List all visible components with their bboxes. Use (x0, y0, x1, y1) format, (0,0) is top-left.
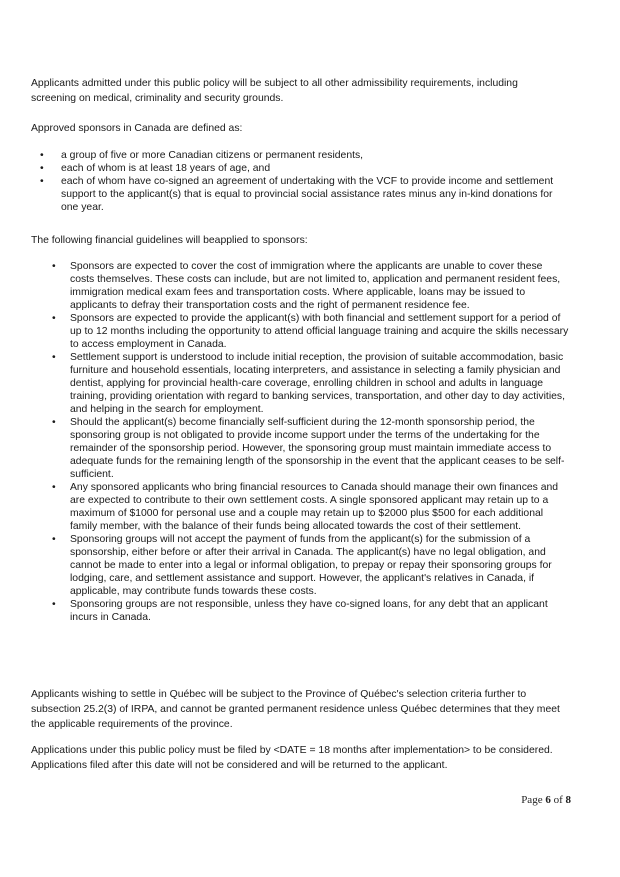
financial-guidelines-list (49, 260, 569, 624)
of-label: of (553, 794, 563, 806)
bullet-icon: • (40, 176, 44, 187)
list-item (49, 312, 569, 351)
list-item-text: Any sponsored applicants who bring financial resources to Canada should manage their own finances and are expected to contribute to their own settlement costs. A single sponsored applicant may retain up to a maximum of $1000 for personal use and a couple may retain up to $2000 plus $500 for each additional family member, with the balance of their funds being allocated towards the cost of their settlement. (70, 482, 559, 532)
list-item-text: each of whom have co-signed an agreement of undertaking with the VCF to provide income and settlement support to the applicant(s) that is equal to provincial social assistance rates minus any in-kind donations for one year. (61, 176, 554, 213)
list-item-text: a group of five or more Canadian citizens or permanent residents, (61, 150, 364, 161)
current-page-number: 6 (545, 794, 551, 806)
bullet-icon: • (52, 313, 56, 324)
list-item-text: Sponsoring groups will not accept the payment of funds from the applicant(s) for the submission of a sponsorship, either before or after their arrival in Canada. The applicant(s) have no legal obligation, and cannot be made to enter into a legal or informal obligation, to prepay or repay their sponsoring groups for lodging, care, and settlement assistance and support. However, the applicant's relatives in Canada, if applicable, may contribute funds towards these costs. (70, 534, 552, 597)
list-item-text: Settlement support is understood to include initial reception, the provision of suitable accommodation, basic furniture and household essentials, locating interpreters, and assistance in selecting a family physician and dentist, applying for provincial health-care coverage, enrolling children in school and adults in language training, providing orientation with regard to banking services, transportation, and other day to day activities, and helping in the search for employment. (70, 352, 565, 415)
sponsor-definition-intro: Approved sponsors in Canada are defined as: (31, 123, 243, 134)
bullet-icon: • (40, 163, 44, 174)
bullet-icon: • (52, 599, 56, 610)
list-item-text: each of whom is at least 18 years of age, and (61, 163, 271, 174)
financial-guidelines-intro: The following financial guidelines will beapplied to sponsors: (31, 235, 308, 246)
list-item (49, 533, 569, 598)
quebec-paragraph: Applicants wishing to settle in Québec will be subject to the Province of Québec's selection criteria further to subsection 25.2(3) of IRPA, and cannot be granted permanent residence unless Québec determines that they meet the applicable requirements of the province. (31, 689, 560, 730)
list-item (49, 598, 569, 624)
list-item-text: Should the applicant(s) become financially self-sufficient during the 12-month sponsorship period, the sponsoring group is not obligated to provide income support under the terms of the undertaking for the remainder of the sponsorship period. However, the sponsoring group must maintain immediate access to adequate funds for the remaining length of the sponsorship in the event that the applicant ceases to be self-sufficient. (70, 417, 565, 480)
bullet-icon: • (52, 352, 56, 363)
page-number-footer (521, 794, 571, 806)
list-item-text: Sponsors are expected to provide the applicant(s) with both financial and settlement support for a period of up to 12 months including the opportunity to attend official language training and acquire the skills necessary to access employment in Canada. (70, 313, 569, 350)
admissibility-paragraph: Applicants admitted under this public policy will be subject to all other admissibility requirements, including screening on medical, criminality and security grounds. (31, 78, 518, 104)
page-label: Page (521, 794, 543, 806)
list-item-text: Sponsors are expected to cover the cost of immigration where the applicants are unable to cover these costs themselves. These costs can include, but are not limited to, application and permanent resident fees, immigration medical exam fees and transportation costs. Where applicable, loans may be issued to applicants to defray their transportation costs and the right of permanent residence fee. (70, 261, 561, 311)
bullet-icon: • (52, 534, 56, 545)
list-item-text: Sponsoring groups are not responsible, unless they have co-signed loans, for any debt that an applicant incurs in Canada. (70, 599, 548, 623)
list-item (49, 260, 569, 312)
total-page-count: 8 (565, 794, 571, 806)
sponsor-definition-list (31, 149, 561, 214)
list-item (31, 149, 561, 162)
list-item (49, 481, 569, 533)
deadline-paragraph: Applications under this public policy must be filed by <DATE = 18 months after implementation> to be considered. Applications filed after this date will not be considered and will be returned to the applicant. (31, 745, 553, 771)
bullet-icon: • (40, 150, 44, 161)
list-item (31, 175, 561, 214)
list-item (49, 416, 569, 481)
list-item (31, 162, 561, 175)
bullet-icon: • (52, 417, 56, 428)
bullet-icon: • (52, 261, 56, 272)
list-item (49, 351, 569, 416)
bullet-icon: • (52, 482, 56, 493)
